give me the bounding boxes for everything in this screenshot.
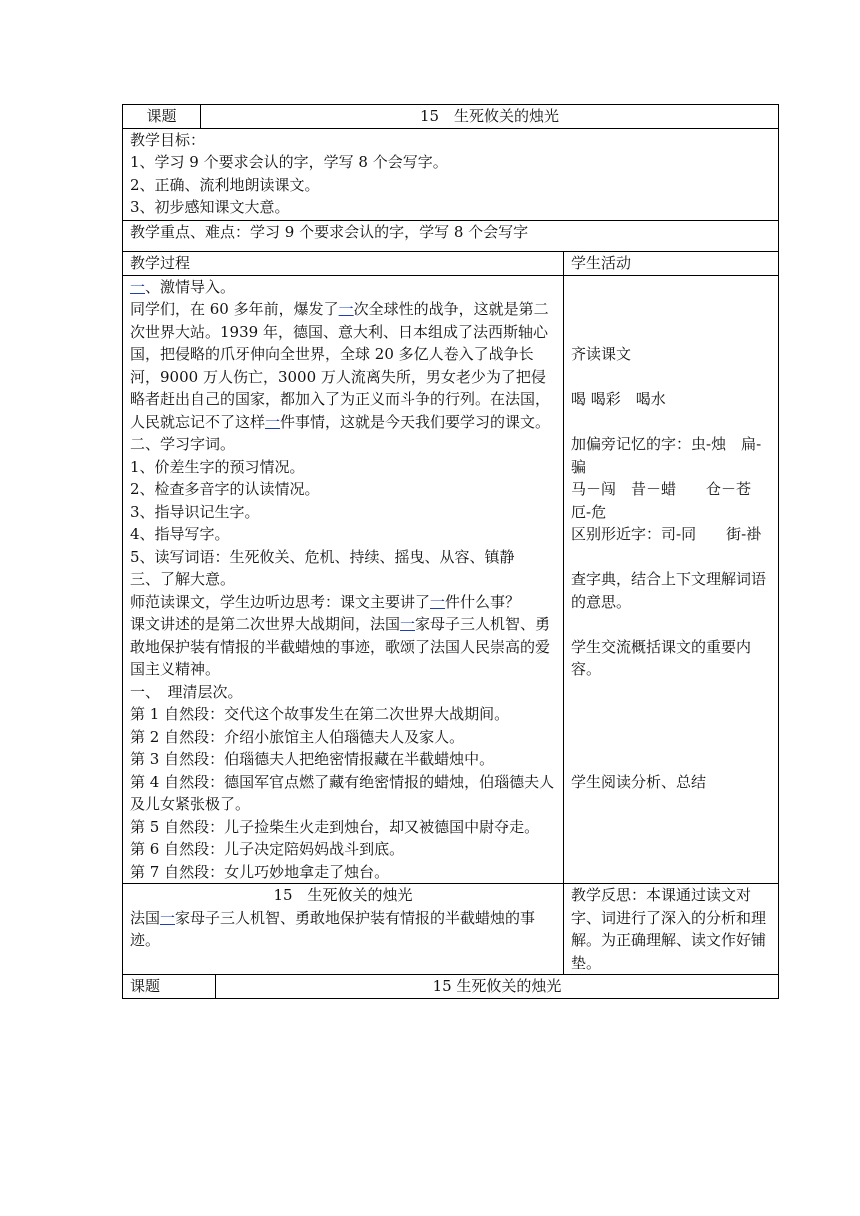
board-design [123, 884, 564, 975]
board-title: 15 生死攸关的烛光 [273, 886, 413, 904]
activity-column-header: 学生活动 [564, 252, 779, 276]
section-3-heading: 三、了解大意。 [130, 570, 236, 588]
header-row [123, 105, 779, 129]
activity-item: 学生交流概括课文的重要内容。 [571, 637, 752, 678]
word-link[interactable]: 一 [400, 615, 416, 633]
intro-paragraph: 同学们，在 60 多年前，爆发了一次全球性的战争，这就是第二次世界大站。1939 年，德国、意大利、日本组成了法西斯轴心国，把侵略的爪牙伸向全世界，全球 20 多亿人卷入了战争长河，9000 万人伤亡，3000 万人流离失所，男女老少为了把侵略者赶出自己的国家，都加入了为正义而斗争的行列。在法国，人民就忘记不了这样一件事情，这就是今天我们要学习的课文。 [130, 300, 551, 431]
word-study-item: 4、指导写字。 [130, 525, 230, 543]
word-study-item: 3、指导识记生字。 [130, 502, 260, 521]
process-column-header: 教学过程 [123, 252, 564, 276]
teaching-reflection: 教学反思：本课通过读文对字、词进行了深入的分析和理解。为正确理解、读文作好铺垫。 [564, 884, 779, 975]
activity-item: 区别形近字：司-同 街-褂 [571, 525, 762, 543]
header-label: 课题 [123, 105, 201, 129]
section-number-link[interactable]: 一 [130, 277, 146, 296]
column-header-row [123, 252, 779, 276]
key-points-row [123, 220, 779, 252]
paragraph-summary: 第 6 自然段：儿子决定陪妈妈战斗到底。 [130, 840, 405, 858]
activity-item: 加偏旁记忆的字：虫-烛 扁-骗 [571, 435, 762, 476]
student-activities [564, 275, 779, 884]
header-title: 15 生死攸关的烛光 [201, 105, 779, 129]
paragraph-summary: 第 2 自然段：介绍小旅馆主人伯瑙德夫人及家人。 [130, 727, 465, 746]
paragraph-summary: 第 4 自然段：德国军官点燃了藏有绝密情报的蜡烛，伯瑙德夫人及儿女紧张极了。 [130, 772, 555, 813]
lesson-plan-document [122, 104, 778, 999]
paragraph-summary: 第 1 自然段：交代这个故事发生在第二次世界大战期间。 [130, 705, 510, 723]
word-link[interactable]: 一 [430, 592, 446, 611]
goal-item: 1、学习 9 个要求会认的字，学写 8 个会写字。 [130, 153, 448, 171]
lesson-plan-table [122, 104, 779, 975]
footer-label: 课题 [123, 975, 216, 998]
activity-item: 齐读课文 [571, 345, 632, 363]
activity-item: 喝 喝彩 喝水 [571, 390, 666, 408]
word-link[interactable]: 一 [265, 412, 281, 431]
board-row [123, 884, 779, 975]
activity-item: 马－闯 昔－蜡 仓－苍 厄-危 [571, 480, 767, 521]
footer-row [123, 975, 779, 998]
section-1-heading: 一、激情导入。 [130, 277, 236, 296]
summary-paragraph: 课文讲述的是第二次世界大战期间，法国一家母子三人机智、勇敢地保护装有情报的半截蜡烛的事迹，歌颂了法国人民崇高的爱国主义精神。 [130, 615, 551, 678]
paragraph-summary: 第 5 自然段：儿子捡柴生火走到烛台，却又被德国中尉夺走。 [130, 817, 540, 836]
word-link[interactable]: 一 [160, 908, 176, 927]
word-study-item: 2、检查多音字的认读情况。 [130, 480, 320, 498]
teaching-process [123, 275, 564, 884]
reading-question: 师范读课文，学生边听边思考：课文主要讲了一件什么事？ [130, 592, 521, 611]
board-text: 法国一家母子三人机智、勇敢地保护装有情报的半截蜡烛的事迹。 [130, 908, 536, 949]
section-2-heading: 二、学习字词。 [130, 435, 236, 453]
key-points: 教学重点、难点：学习 9 个要求会认的字，学写 8 个会写字 [123, 220, 779, 252]
section-4-heading: 一、 理清层次。 [130, 682, 243, 701]
word-link[interactable]: 一 [338, 300, 354, 318]
footer-title: 15 生死攸关的烛光 [216, 975, 779, 998]
activity-item: 学生阅读分析、总结 [571, 772, 707, 791]
goals-heading: 教学目标： [130, 130, 206, 149]
word-study-item: 1、价差生字的预习情况。 [130, 457, 305, 476]
activity-item: 查字典，结合上下文理解词语的意思。 [571, 570, 767, 611]
paragraph-summary: 第 7 自然段：女儿巧妙地拿走了烛台。 [130, 862, 390, 881]
paragraph-summary: 第 3 自然段：伯瑙德夫人把绝密情报藏在半截蜡烛中。 [130, 750, 495, 768]
main-content-row [123, 275, 779, 884]
goal-item: 3、初步感知课文大意。 [130, 198, 290, 216]
goal-item: 2、正确、流利地朗读课文。 [130, 175, 320, 194]
word-study-item: 5、读写词语：生死攸关、危机、持续、摇曳、从容、镇静 [130, 547, 515, 566]
goals-row [123, 128, 779, 220]
footer-table [122, 975, 779, 999]
